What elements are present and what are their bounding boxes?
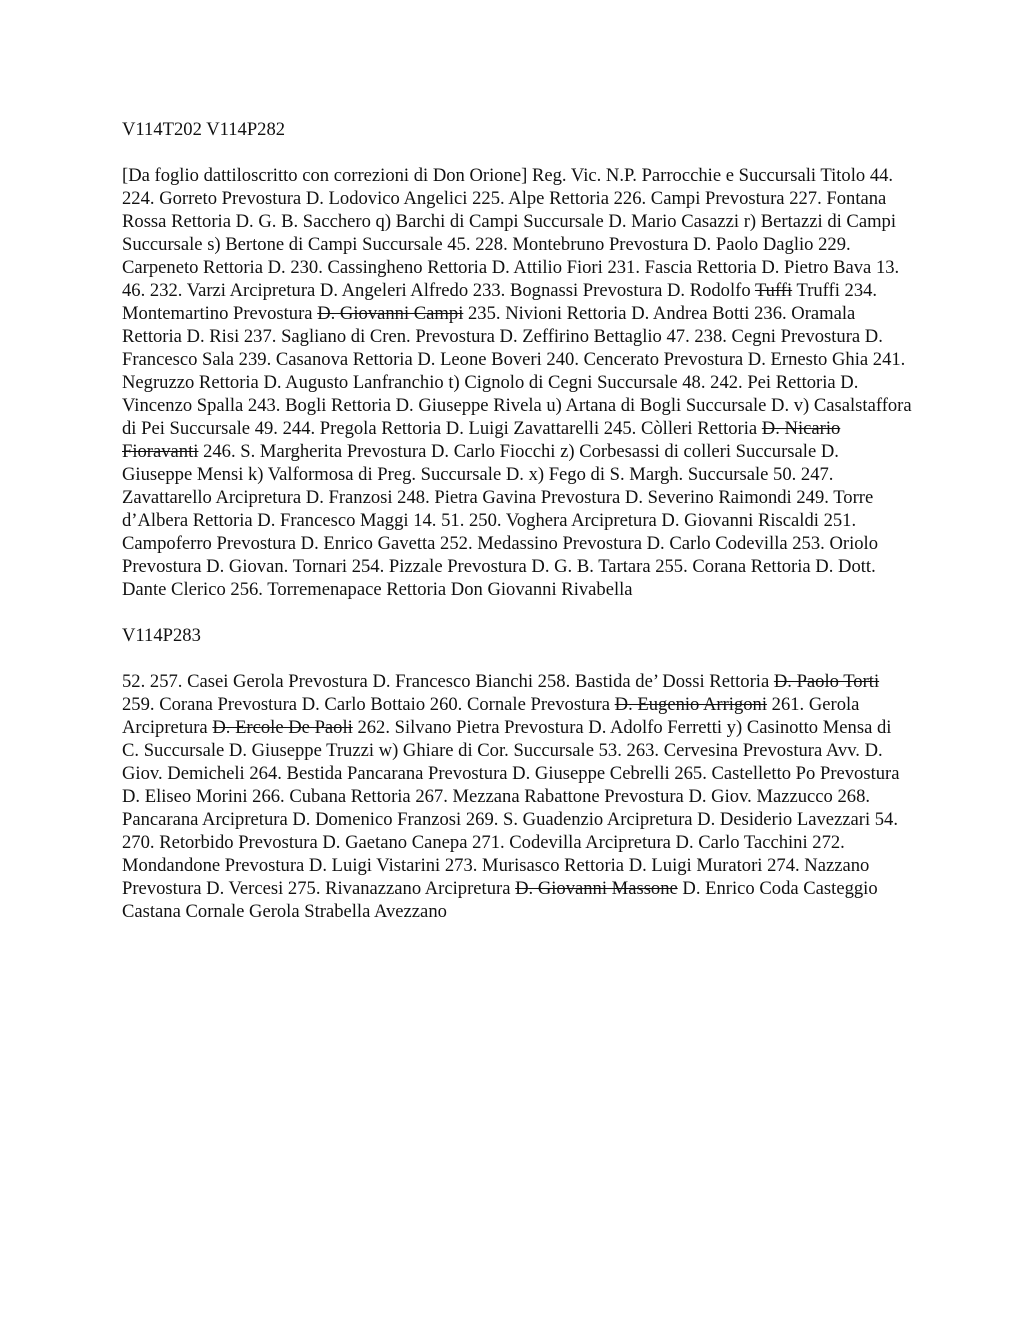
struck-text: D. Giovanni Campi <box>317 303 464 324</box>
text-segment: D. Enrico Coda Casteggio Castana Cornale Gerola Strabella Avezzano <box>122 878 878 922</box>
text-segment: 246. S. Margherita Prevostura D. Carlo Fiocchi z) Corbesassi di colleri Succursale D. Giuseppe Mensi k) Valformosa di Preg. Succursale D. x) Fego di S. Margh. Succursale 50. 247. Zavattarello Arcipretura D. Franzosi 248. Pietra Gavina Prevostura D. Severino Raimondi 249. Torre d’Albera Rettoria D. Francesco Maggi 14. 51. 250. Voghera Arcipretura D. Giovanni Riscaldi 251. Campoferro Prevostura D. Enrico Gavetta 252. Medassino Prevostura D. Carlo Codevilla 253. Oriolo Prevostura D. Giovan. Tornari 254. Pizzale Prevostura D. G. B. Tartara 255. Corana Rettoria D. Dott. Dante Clerico 256. Torremenapace Rettoria Don Giovanni Rivabella <box>122 441 878 600</box>
volume-reference-1: V114T202 V114P282 <box>122 119 286 140</box>
text-segment: 259. Corana Prevostura D. Carlo Bottaio 260. Cornale Prevostura <box>122 694 615 715</box>
volume-reference-2: V114P283 <box>122 625 201 646</box>
text-segment: 52. 257. Casei Gerola Prevostura D. Francesco Bianchi 258. Bastida de’ Dossi Rettoria <box>122 671 774 692</box>
struck-text: D. Paolo Torti <box>773 671 880 692</box>
body-paragraph-2 <box>122 670 912 923</box>
text-segment: 261. Gerola Arcipretura <box>122 694 860 738</box>
text-segment: Truffi 234. Montemartino Prevostura <box>122 280 878 324</box>
body-paragraph-1 <box>122 164 912 601</box>
struck-text: D. Giovanni Massone <box>515 878 678 899</box>
text-segment: [Da foglio dattiloscritto con correzioni di Don Orione] Reg. Vic. N.P. Parrocchie e Succursali Titolo 44. 224. Gorreto Prevostura D. Lodovico Angelici 225. Alpe Rettoria 226. Campi Prevostura 227. Fontana Rossa Rettoria D. G. B. Sacchero q) Barchi di Campi Succursale D. Mario Casazzi r) Bertazzi di Campi Succursale s) Bertone di Campi Succursale 45. 228. Montebruno Prevostura D. Paolo Daglio 229. Carpeneto Rettoria D. 230. Cassingheno Rettoria D. Attilio Fiori 231. Fascia Rettoria D. Pietro Bava 13. 46. 232. Varzi Arcipretura D. Angeleri Alfredo 233. Bognassi Prevostura D. Rodolfo <box>122 165 900 301</box>
text-segment: 235. Nivioni Rettoria D. Andrea Botti 236. Oramala Rettoria D. Risi 237. Sagliano di Cren. Prevostura D. Zeffirino Bettaglio 47. 238. Cegni Prevostura D. Francesco Sala 239. Casanova Rettoria D. Leone Boveri 240. Cencerato Prevostura D. Ernesto Ghia 241. Negruzzo Rettoria D. Augusto Lanfranchio t) Cignolo di Cegni Succursale 48. 242. Pei Rettoria D. Vincenzo Spalla 243. Bogli Rettoria D. Giuseppe Rivela u) Artana di Bogli Succursale D. v) Casalstaffora di Pei Succursale 49. 244. Pregola Rettoria D. Luigi Zavattarelli 245. Còlleri Rettoria <box>122 303 912 439</box>
struck-text: D. Eugenio Arrigoni <box>614 694 768 715</box>
document-page <box>122 118 912 946</box>
text-segment: 262. Silvano Pietra Prevostura D. Adolfo Ferretti y) Casinotto Mensa di C. Succursale D. Giuseppe Truzzi w) Ghiare di Cor. Succursale 53. 263. Cervesina Prevostura Avv. D. Giov. Demicheli 264. Bestida Pancarana Prevostura D. Giuseppe Cebrelli 265. Castelletto Po Prevostura D. Eliseo Morini 266. Cubana Rettoria 267. Mezzana Rabattone Prevostura D. Giov. Mazzucco 268. Pancarana Arcipretura D. Domenico Franzosi 269. S. Guadenzio Arcipretura D. Desiderio Lavezzari 54. 270. Retorbido Prevostura D. Gaetano Canepa 271. Codevilla Arcipretura D. Carlo Tacchini 272. Mondandone Prevostura D. Luigi Vistarini 273. Murisasco Rettoria D. Luigi Muratori 274. Nazzano Prevostura D. Vercesi 275. Rivanazzano Arcipretura <box>122 717 900 899</box>
struck-text: D. Nicario Fioravanti <box>122 418 841 462</box>
struck-text: Tuffi <box>754 280 793 301</box>
struck-text: D. Ercole De Paoli <box>212 717 353 738</box>
